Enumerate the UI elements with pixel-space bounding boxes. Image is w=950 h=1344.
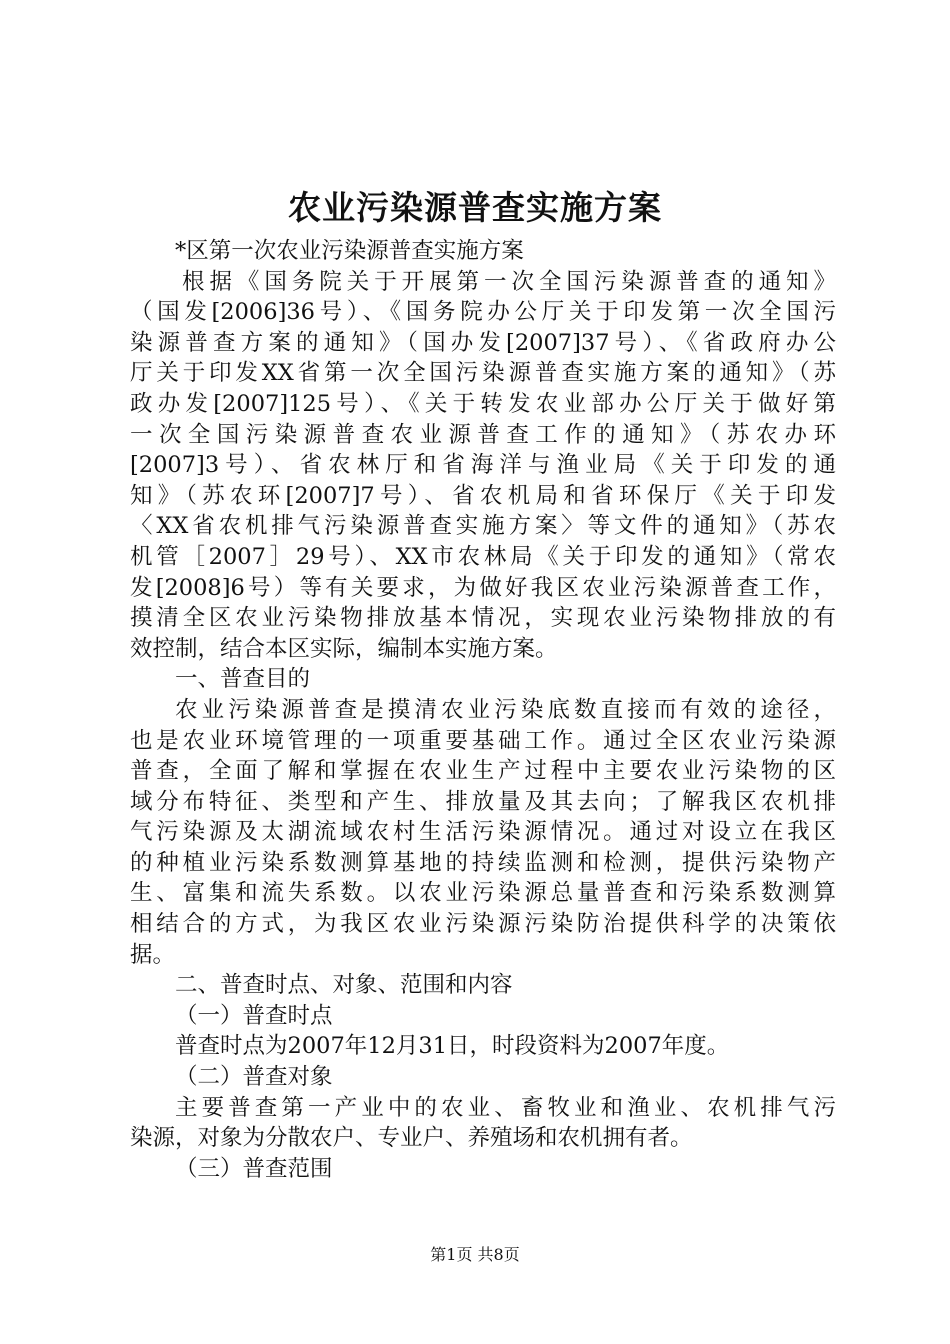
- document-title: 农业污染源普查实施方案: [288, 188, 662, 227]
- body-line: 政办发[2007]125号）、《关于转发农业部办公厅关于做好第: [130, 390, 836, 417]
- body-line: 农业污染源普查是摸清农业污染底数直接而有效的途径，: [175, 696, 836, 723]
- body-line: 的种植业污染系数测算基地的持续监测和检测，提供污染物产: [130, 849, 836, 876]
- section-heading: 一、普查目的: [175, 666, 311, 693]
- page-number-footer: 第1页 共8页: [430, 1245, 520, 1264]
- body-line: （国发[2006]36号）、《国务院办公厅关于印发第一次全国污: [130, 299, 836, 326]
- subsection-heading: （二）普查对象: [175, 1064, 333, 1091]
- body-line: 摸清全区农业污染物排放基本情况，实现农业污染物排放的有: [130, 605, 836, 632]
- body-line: 普查时点为2007年12月31日，时段资料为2007年度。: [175, 1033, 730, 1060]
- body-line: 域分布特征、类型和产生、排放量及其去向；了解我区农机排: [130, 788, 836, 815]
- body-line: 效控制，结合本区实际，编制本实施方案。: [130, 635, 558, 662]
- body-line: 生、富集和流失系数。以农业污染源总量普查和污染系数测算: [130, 880, 836, 907]
- body-line: 普查，全面了解和掌握在农业生产过程中主要农业污染物的区: [130, 758, 836, 785]
- body-line: 根据《国务院关于开展第一次全国污染源普查的通知》: [182, 268, 836, 295]
- body-line: 主要普查第一产业中的农业、畜牧业和渔业、农机排气污: [175, 1094, 836, 1121]
- document-body: [130, 236, 836, 1184]
- body-line: 也是农业环境管理的一项重要基础工作。通过全区农业污染源: [130, 727, 836, 754]
- body-line: 染源，对象为分散农户、专业户、养殖场和农机拥有者。: [130, 1125, 693, 1152]
- body-line: 相结合的方式，为我区农业污染源污染防治提供科学的决策依: [130, 911, 836, 938]
- body-line: *区第一次农业污染源普查实施方案: [175, 238, 524, 264]
- body-line: 机管［2007］29号）、XX市农林局《关于印发的通知》（常农: [130, 543, 836, 570]
- body-line: 知》（苏农环[2007]7号）、省农机局和省环保厅《关于印发: [130, 482, 836, 509]
- body-line: 据。: [130, 941, 176, 968]
- body-line: 厅关于印发XX省第一次全国污染源普查实施方案的通知》（苏: [130, 360, 836, 387]
- subsection-heading: （三）普查范围: [175, 1155, 333, 1182]
- body-line: 染源普查方案的通知》（国办发[2007]37号）、《省政府办公: [130, 329, 836, 356]
- section-heading: 二、普查时点、对象、范围和内容: [175, 972, 513, 999]
- body-line: [2007]3号）、省农林厅和省海洋与渔业局《关于印发的通: [130, 452, 836, 479]
- subsection-heading: （一）普查时点: [175, 1002, 333, 1029]
- body-line: 一次全国污染源普查农业源普查工作的通知》（苏农办环: [130, 421, 836, 448]
- body-line: 发[2008]6号）等有关要求，为做好我区农业污染源普查工作，: [130, 574, 836, 601]
- body-line: 〈XX省农机排气污染源普查实施方案〉等文件的通知》（苏农: [130, 513, 836, 540]
- body-line: 气污染源及太湖流域农村生活污染源情况。通过对设立在我区: [130, 819, 836, 846]
